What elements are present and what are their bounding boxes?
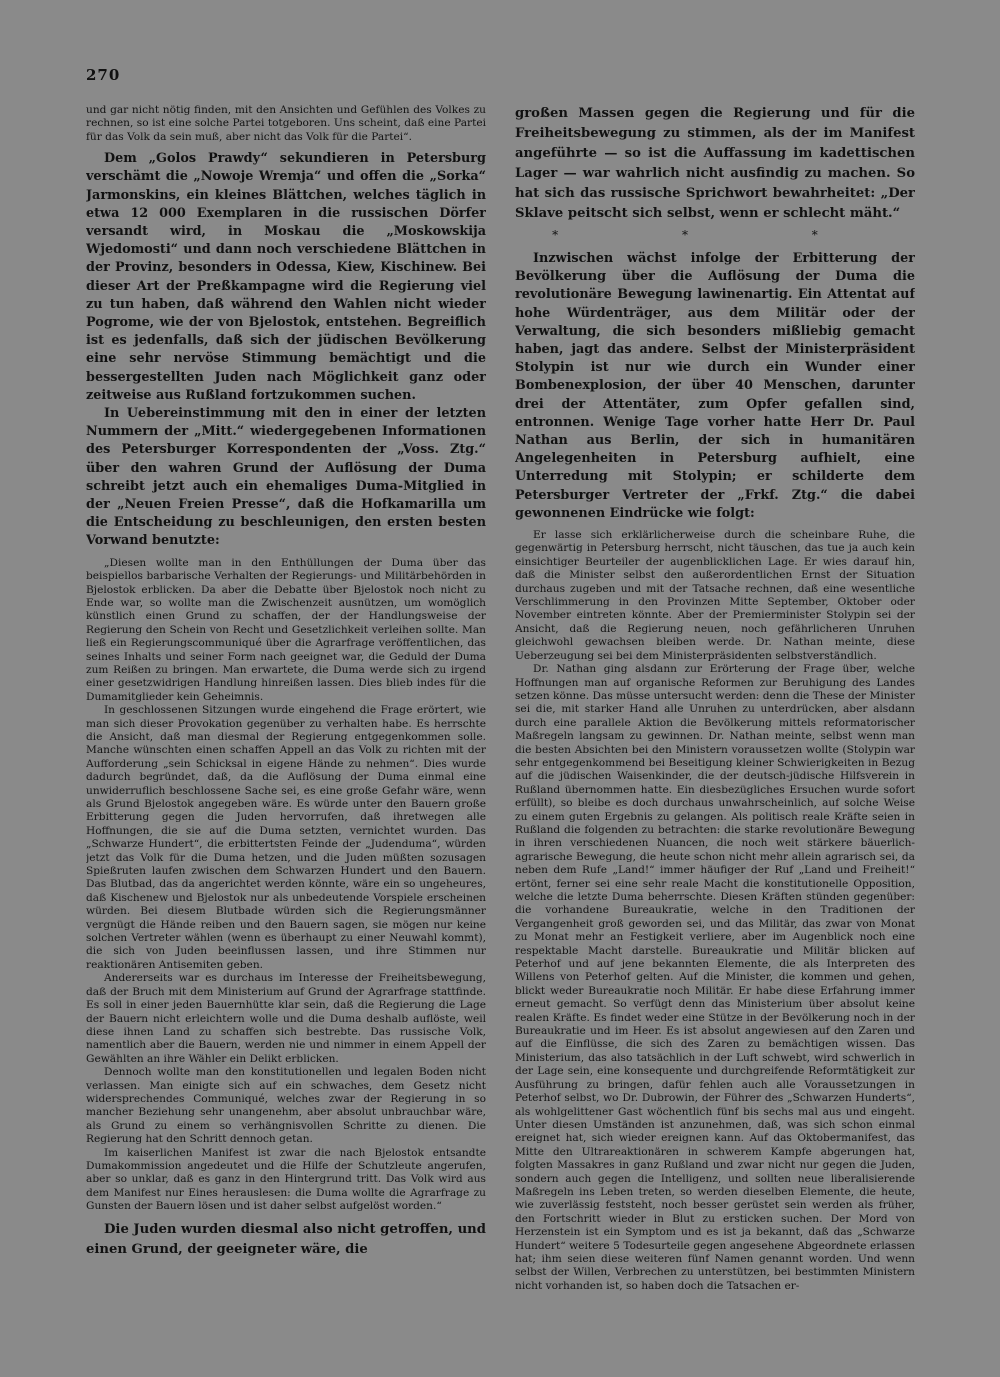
page-number: 270 [86,66,121,84]
left-quote-1: „Diesen wollte man in den Enthüllungen der Duma über das beispiellos barbarische Verhalten der Regierungs- und Militärbehörden in Bjelostok erblicken. Da aber die Debatte über Bjelostok noch nicht zu Ende war, so wollte man die Zwischenzeit ausnützen, um womöglich künstlich einen Grund zu schaffen, der der Handlungsweise der Regierung den Schein von Recht und Gesetzlichkeit verleihen sollte. Man ließ ein Regierungscommuniqué über die Agrarfrage veröffentlichen, das seines Inhalts und seiner Form nach geeignet war, die Geduld der Duma zum Reißen zu bringen. Man erwartete, die Duma werde sich zu irgend einer gesetzwidrigen Handlung hinreißen lassen. Dies blieb indes für die Dumamitglieder kein Geheimnis. [86,556,486,703]
left-quote-5: Im kaiserlichen Manifest ist zwar die nach Bjelostok entsandte Dumakommission angedeutet und die Hilfe der Schutzleute angerufen, aber so unklar, daß es ganz in den Hintergrund tritt. Das Volk wird aus dem Manifest nur Eines herauslesen: die Duma wollte die Agrarfrage zu Gunsten der Bauern lösen und ist daher selbst aufgelöst worden.“ [86,1146,486,1213]
left-paragraph-1: und gar nicht nötig finden, mit den Ansichten und Gefühlen des Volkes zu rechnen, so ist eine solche Partei totgeboren. Uns scheint, daß eine Partei für das Volk da sein muß, aber nicht das Volk für die Partei“. [86,104,486,143]
left-paragraph-3: In Uebereinstimmung mit den in einer der letzten Nummern der „Mitt.“ wiedergegebenen Informationen des Petersburger Korrespondenten der „Voss. Ztg.“ über den wahren Grund der Auflösung der Duma schreibt jetzt auch ein ehemaliges Duma-Mitglied in der „Neuen Freien Presse“, daß die Hofkamarilla um die Entscheidung zu beschleunigen, den ersten besten Vorwand benutzte: [86,406,486,549]
right-quote-2: Dr. Nathan ging alsdann zur Erörterung der Frage über, welche Hoffnungen man auf organische Reformen zur Beruhigung des Landes setzen könne. Das müsse untersucht werden: denn die These der Minister sei die, mit starker Hand alle Unruhen zu unterdrücken, aber alsdann durch eine parallele Aktion die Bevölkerung mittels reformatorischer Maßregeln langsam zu gewinnen. Dr. Nathan meinte, selbst wenn man die besten Absichten bei den Ministern voraussetzen wollte (Stolypin war sehr entgegenkommend bei Beseitigung kleiner Schwierigkeiten in Bezug auf die jüdischen Waisenkinder, die der deutsch-jüdische Hilfsverein in Rußland übernommen hatte. Ein diesbezügliches Ersuchen wurde sofort erfüllt), so bleibe es doch durchaus unwahrscheinlich, auf solche Weise zu einem guten Ergebnis zu gelangen. Als politisch reale Kräfte seien in Rußland die folgenden zu betrachten: die starke revolutionäre Bewegung in ihren verschiedenen Nuancen, die noch weit stärkere bäuerlich-agrarische Bewegung, die heute schon nicht mehr allein agrarisch sei, da neben dem Rufe „Land!“ immer häufiger der Ruf „Land und Freiheit!“ ertönt, ferner sei eine sehr reale Macht die konstitutionelle Opposition, welche die letzte Duma beherrschte. Diesen Kräften stünden gegenüber: die vorhandene Bureaukratie, welche in den Traditionen der Vergangenheit groß geworden sei, und das Militär, das zwar von Monat zu Monat mehr an Festigkeit verliere, aber im Augenblick noch eine respektable Macht darstelle. Bureaukratie und Militär blicken auf Peterhof und auf jene bekannten Elemente, die als Interpreten des Willens von Peterhof gelten. Auf die Minister, die kommen und gehen, blickt weder Bureaukratie noch Militär. Er habe diese Erfahrung immer erneut gemacht. So verfügt denn das Ministerium über absolut keine realen Kräfte. Es findet weder eine Stütze in der Bevölkerung noch in der Bureaukratie und im Heer. Es ist absolut angewiesen auf den Zaren und auf die Einflüsse, die sich des Zaren zu bemächtigen wissen. Das Ministerium, das also tatsächlich in der Luft schwebt, wird schwerlich in der Lage sein, eine konsequente und durchgreifende Reformtätigkeit zur Ausführung zu bringen, dafür fehlen auch alle Voraussetzungen in Peterhof selbst, wo Dr. Dubrowin, der Führer des „Schwarzen Hunderts“, als wohlgelittener Gast wöchentlich fünf bis sechs mal aus und eingeht. Unter diesen Umständen ist anzunehmen, daß, was sich schon einmal ereignet hat, sich wieder ereignen kann. Auf das Oktobermanifest, das Mitte den Ultrareaktionären in schwerem Kampfe abgerungen hat, folgten Massakres in ganz Rußland und zwar nicht nur gegen die Juden, sondern auch gegen die Intelligenz, und sollten neue liberalisierende Maßregeln ins Leben treten, so werden dieselben Elemente, die heute, wie zuverlässig feststeht, noch besser gerüstet sein werden als früher, den Fortschritt wieder in Blut zu ersticken suchen. Der Mord von Herzenstein ist ein Symptom und es ist ja bekannt, daß das „Schwarze Hundert“ weitere 5 Todesurteile gegen angesehene Abgeordnete erlassen hat; ihm seien diese weiteren fünf Namen genannt worden. Und wenn selbst der Willen, Verbrechen zu unterstützen, bei bestimmten Ministern nicht vorhanden ist, so haben doch die Tatsachen er- [515,663,915,1292]
left-column [86,104,486,1370]
left-quote-3: Andererseits war es durchaus im Interesse der Freiheitsbewegung, daß der Bruch mit dem Ministerium auf Grund der Agrarfrage stattfinde. Es soll in einer jeden Bauernhütte klar sein, daß die Regierung die Lage der Bauern nicht erleichtern wolle und die Duma deshalb auflöste, weil diese ihnen Land zu schaffen sich bestrebte. Das russische Volk, namentlich aber die Bauern, werden nie und nimmer in einem Appell der Gewählten an ihre Wähler ein Delikt erblicken. [86,972,486,1065]
right-column [515,104,915,1370]
right-quote-1: Er lasse sich erklärlicherweise durch die scheinbare Ruhe, die gegenwärtig in Petersburg herrscht, nicht täuschen, das tue ja auch kein einsichtiger Beurteiler der augenblicklichen Lage. Er wies darauf hin, daß die Minister selbst den außerordentlichen Ernst der Situation durchaus zugeben und mit der Tatsache rechnen, daß eine wesentliche Verschlimmerung in den Provinzen Mitte September, Oktober oder November eintreten könnte. Aber der Premierminister Stolypin sei der Ansicht, daß die Regierung neuen, noch gefährlicheren Unruhen gleichwohl gewachsen bleiben werde. Dr. Nathan meinte, diese Ueberzeugung sei bei dem Ministerpräsidenten selbstverständlich. [515,529,915,662]
left-quote-4: Dennoch wollte man den konstitutionellen und legalen Boden nicht verlassen. Man einigte sich auf ein schwaches, dem Gesetz nicht widersprechendes Communiqué, welches zwar der Regierung in so mancher Beziehung sehr unangenehm, aber absolut unbrauchbar wäre, als Grund zu einem so verhängnisvollen Schritte zu dienen. Die Regierung hat den Schritt dennoch getan. [86,1066,486,1146]
right-paragraph-1: großen Massen gegen die Regierung und für die Freiheitsbewegung zu stimmen, als der im Manifest angeführte — so ist die Auffassung im kadettischen Lager — war wahrlich nicht ausfindig zu machen. So hat sich das russische Sprichwort bewahrheitet: „Der Sklave peitscht sich selbst, wenn er schlecht mäht.“ [515,106,915,221]
left-quote-2: In geschlossenen Sitzungen wurde eingehend die Frage erörtert, wie man sich dieser Provokation gegenüber zu verhalten habe. Es herrschte die Ansicht, daß man diesmal der Regierung entgegenkommen solle. Manche wünschten einen schaffen Appell an das Volk zu richten mit der Aufforderung „sein Schicksal in eigene Hände zu nehmen“. Dies wurde dadurch begründet, daß, da die Auflösung der Duma einmal eine unwiderruflich beschlossene Sache sei, es eine große Gefahr wäre, wenn als Grund Bjelostok angegeben wäre. Es würde unter den Bauern große Erbitterung gegen die Juden hervorrufen, daß ihretwegen alle Hoffnungen, die sie auf die Duma setzten, vernichtet wurden. Das „Schwarze Hundert“, die erbittertsten Feinde der „Judenduma“, würden jetzt das Volk für die Duma hetzen, und die Juden müßten sozusagen Spießruten laufen zwischen dem Schwarzen Hundert und den Bauern. Das Blutbad, das da angerichtet werden könnte, wäre ein so ungeheures, daß Kischenew und Bjelostok nur als unbedeutende Vorspiele erscheinen würden. Bei diesem Blutbade würden sich die Regierungsmänner vergnügt die Hände reiben und den Bauern sagen, sie mögen nur keine solchen Vertreter wählen (wenn es überhaupt zu einer Neuwahl kommt), die sich von Juden beeinflussen lassen, und ihre Stimmen nur reaktionären Antisemiten geben. [86,704,486,971]
section-stars: * * * [552,228,878,242]
right-paragraph-2: Inzwischen wächst infolge der Erbitterung der Bevölkerung über die Auflösung der Duma die revolutionäre Bewegung lawinenartig. Ein Attentat auf hohe Würdenträger, aus dem Militär oder der Verwaltung, die sich besonders mißliebig gemacht haben, jagt das andere. Selbst der Ministerpräsident Stolypin ist nur wie durch ein Wunder einer Bombenexplosion, der über 40 Menschen, darunter drei der Attentäter, zum Opfer gefallen sind, entronnen. Wenige Tage vorher hatte Herr Dr. Paul Nathan aus Berlin, der sich in humanitären Angelegenheiten in Petersburg aufhielt, eine Unterredung mit Stolypin; er schilderte dem Petersburger Vertreter der „Frkf. Ztg.“ die dabei gewonnenen Eindrücke wie folgt: [515,251,915,521]
left-paragraph-4: Die Juden wurden diesmal also nicht getroffen, und einen Grund, der geeigneter wäre, die [86,1221,486,1257]
left-paragraph-2: Dem „Golos Prawdy“ sekundieren in Petersburg verschämt die „Nowoje Wremja“ und offen die „Sorka“ Jarmonskins, ein kleines Blättchen, welches täglich in etwa 12 000 Exemplaren in die russischen Dörfer versandt wird, in Moskau die „Moskowskija Wjedomosti“ und dann noch verschiedene Blättchen in der Provinz, besonders in Odessa, Kiew, Kischinew. Bei dieser Art der Preßkampagne wird die Regierung viel zu tun haben, daß während den Wahlen nicht wieder Pogrome, wie der von Bjelostok, entstehen. Begreiflich ist es jedenfalls, daß sich der jüdischen Bevölkerung eine sehr nervöse Stimmung bemächtigt und die bessergestellten Juden nach Möglichkeit ganz oder zeitweise aus Rußland fortzukommen suchen. [86,151,486,403]
